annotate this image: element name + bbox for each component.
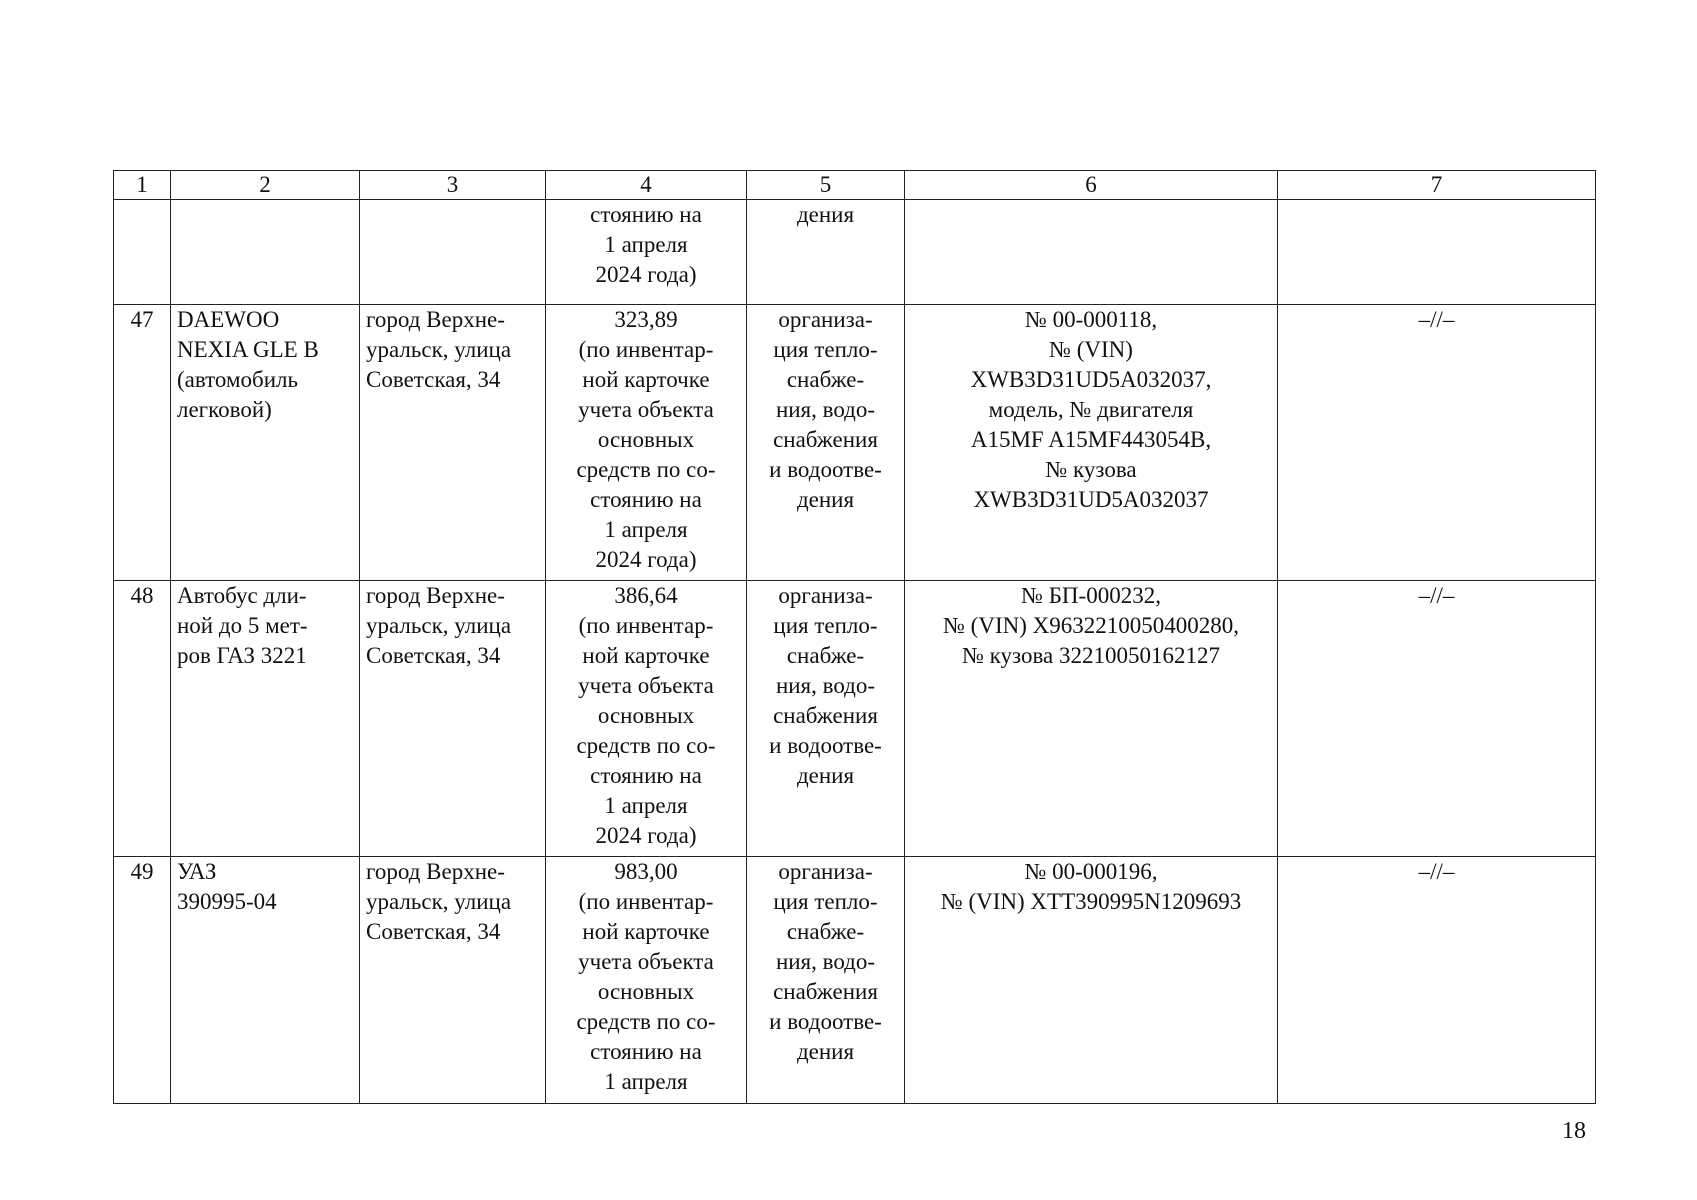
page-number: 18	[1562, 1118, 1586, 1144]
cell-line: № (VIN)	[1049, 337, 1133, 362]
cell-line: № кузова	[1045, 457, 1137, 482]
cell-line: основных	[597, 703, 695, 728]
cell-line: (по инвентар-	[578, 889, 714, 914]
cell-line: снабже-	[786, 643, 865, 668]
cell-line: снабжения	[773, 979, 878, 1004]
header-cell: 1	[114, 171, 171, 200]
cell-line: дения	[796, 1039, 855, 1064]
cell-line: ния, водо-	[775, 673, 876, 698]
details-cell	[905, 857, 1278, 1104]
holder-cell	[747, 581, 905, 857]
cell-line: стоянию на	[590, 487, 702, 512]
cell-line: № 00-000196,	[1024, 859, 1158, 884]
cell-line: XWB3D31UD5A032037,	[970, 367, 1212, 392]
cell-line: средств по со-	[576, 457, 716, 482]
cell-line: ция тепло-	[773, 337, 878, 362]
cell-line: стоянию на	[590, 763, 702, 788]
cell-line: легковой)	[177, 397, 272, 422]
header-cell: 5	[747, 171, 905, 200]
cell-line: учета объекта	[578, 673, 714, 698]
cell-line: (автомобиль	[177, 367, 298, 392]
cell-line: ной карточке	[582, 367, 710, 392]
cell-line: DAEWOO	[177, 307, 280, 332]
address-cell	[360, 857, 546, 1104]
value-cell	[546, 305, 747, 581]
cell-line: 323,89	[614, 307, 678, 332]
header-cell: 4	[546, 171, 747, 200]
cell-line: снабже-	[786, 919, 865, 944]
cell-line: № 00-000118,	[1024, 307, 1158, 332]
cell-line: дения	[796, 202, 855, 227]
cell-line: 983,00	[614, 859, 678, 884]
holder-cell	[747, 857, 905, 1104]
value-cell	[546, 581, 747, 857]
cell-line: уральск, улица	[366, 337, 512, 362]
cell-line: УАЗ	[177, 859, 217, 884]
cell-line: стоянию на	[590, 1039, 702, 1064]
cell-line: организа-	[778, 307, 873, 332]
cell-line: уральск, улица	[366, 613, 512, 638]
header-cell: 3	[360, 171, 546, 200]
cell-line: основных	[597, 427, 695, 452]
header-cell: 7	[1278, 171, 1596, 200]
cell-line: A15MF A15MF443054B,	[970, 427, 1212, 452]
cell-line: ция тепло-	[773, 613, 878, 638]
cell-line: снабжения	[773, 427, 878, 452]
cell-line: ния, водо-	[775, 949, 876, 974]
cell-line: уральск, улица	[366, 889, 512, 914]
cell-line: снабжения	[773, 703, 878, 728]
cell-line: 386,64	[614, 583, 678, 608]
cell-line: город Верхне-	[366, 583, 505, 608]
object-name-cell	[171, 581, 360, 857]
cell-line: учета объекта	[578, 949, 714, 974]
note-cell: –//–	[1278, 857, 1596, 1104]
object-name-cell	[171, 305, 360, 581]
cell-line: дения	[796, 763, 855, 788]
cell-line: 2024 года)	[595, 547, 697, 572]
continuation-value-cell	[546, 200, 747, 305]
cell-line: ния, водо-	[775, 397, 876, 422]
cell-line: ной до 5 мет-	[177, 613, 308, 638]
continuation-row	[114, 200, 1596, 305]
cell-line: 1 апреля	[604, 1069, 688, 1094]
cell-line: и водоотве-	[769, 1009, 882, 1034]
cell-line: город Верхне-	[366, 859, 505, 884]
cell-line: Советская, 34	[366, 919, 501, 944]
header-cell: 6	[905, 171, 1278, 200]
cell-line: Советская, 34	[366, 367, 501, 392]
cell-line: дения	[796, 487, 855, 512]
address-cell	[360, 305, 546, 581]
cell-line: город Верхне-	[366, 307, 505, 332]
cell-line: и водоотве-	[769, 733, 882, 758]
cell-line: ной карточке	[582, 919, 710, 944]
cell-line: (по инвентар-	[578, 337, 714, 362]
cell-line: модель, № двигателя	[988, 397, 1194, 422]
property-register-table	[113, 170, 1596, 1104]
object-name-cell	[171, 857, 360, 1104]
cell-line: № БП-000232,	[1021, 583, 1161, 608]
address-cell	[360, 581, 546, 857]
cell-line: ров ГАЗ 3221	[177, 643, 307, 668]
holder-cell	[747, 305, 905, 581]
cell-line: 1 апреля	[604, 517, 688, 542]
cell-line: NEXIA GLE B	[177, 337, 319, 362]
cell-line: 390995-04	[177, 889, 277, 914]
details-cell	[905, 581, 1278, 857]
row-number: 48	[114, 581, 171, 857]
cell-line: организа-	[778, 583, 873, 608]
cell-line: снабже-	[786, 367, 865, 392]
cell-line: ной карточке	[582, 643, 710, 668]
table-row	[114, 581, 1596, 857]
cell-line: Автобус дли-	[177, 583, 307, 608]
cell-line: 2024 года)	[595, 823, 697, 848]
cell-line: ция тепло-	[773, 889, 878, 914]
cell-line: основных	[597, 979, 695, 1004]
cell-line: средств по со-	[576, 1009, 716, 1034]
cell-line: (по инвентар-	[578, 613, 714, 638]
cell-line: 1 апреля	[604, 793, 688, 818]
cell-line: 1 апреля	[604, 232, 688, 257]
header-cell: 2	[171, 171, 360, 200]
details-cell	[905, 305, 1278, 581]
cell-line: средств по со-	[576, 733, 716, 758]
cell-line: учета объекта	[578, 397, 714, 422]
continuation-holder-cell	[747, 200, 905, 305]
cell-line: XWB3D31UD5A032037	[973, 487, 1209, 512]
cell-line: и водоотве-	[769, 457, 882, 482]
cell-line: № (VIN) X9632210050400280,	[942, 613, 1239, 638]
cell-line: № (VIN) XTT390995N1209693	[940, 889, 1242, 914]
cell-line: организа-	[778, 859, 873, 884]
header-row	[114, 171, 1596, 200]
note-cell: –//–	[1278, 581, 1596, 857]
value-cell	[546, 857, 747, 1104]
row-number: 47	[114, 305, 171, 581]
table-row	[114, 305, 1596, 581]
note-cell: –//–	[1278, 305, 1596, 581]
cell-line: № кузова 32210050162127	[961, 643, 1220, 668]
table-row	[114, 857, 1596, 1104]
row-number: 49	[114, 857, 171, 1104]
cell-line: 2024 года)	[595, 262, 697, 287]
cell-line: Советская, 34	[366, 643, 501, 668]
cell-line: стоянию на	[590, 202, 702, 227]
